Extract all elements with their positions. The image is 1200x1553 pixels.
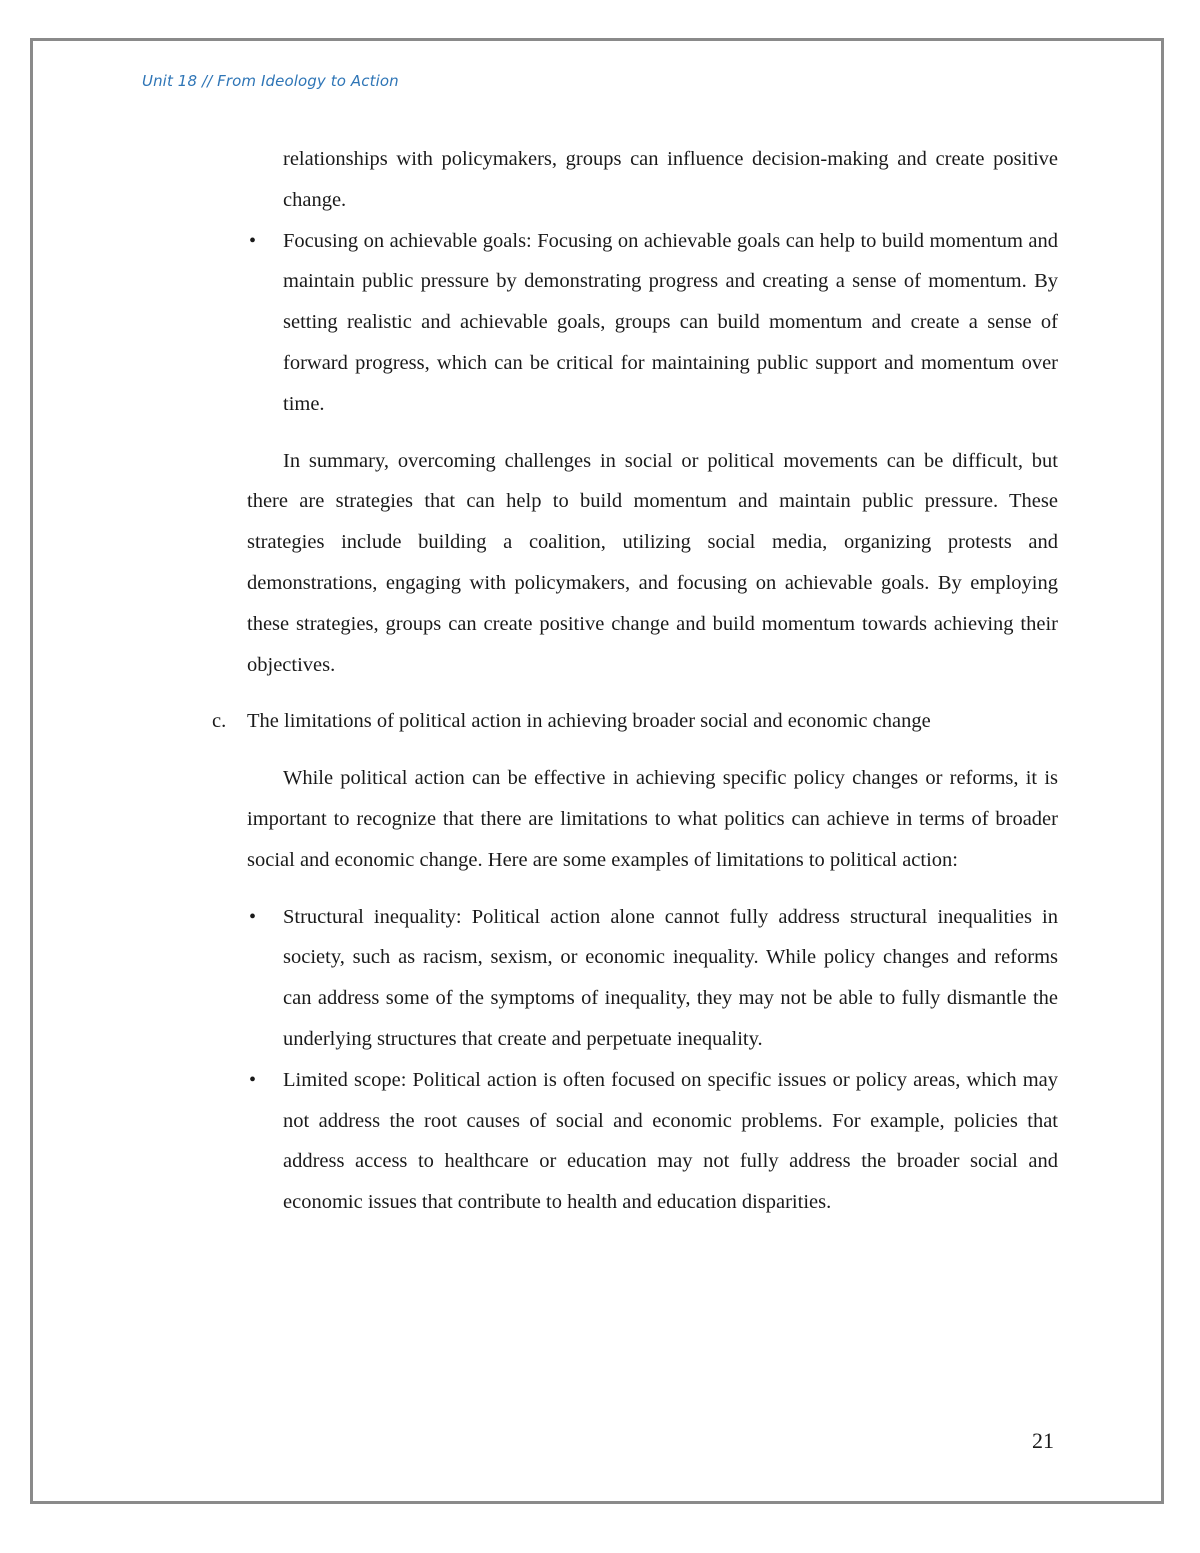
bullet-dot-icon: • xyxy=(249,229,257,252)
bullet-text: Limited scope: Political action is often focused on specific issues or policy areas, which may not address the root causes of social and economic problems. For example, policies that address access to healthcare or education may not fully address the broader social and economic issues that contribute to health and education disparities. xyxy=(283,1068,1058,1214)
intro-paragraph: While political action can be effective in achieving specific policy changes or reforms, it is important to recognize that there are limitations to what politics can achieve in terms of broader social and economic change. Here are some examples of limitations to political action: xyxy=(247,767,1058,871)
bullet-text: Structural inequality: Political action alone cannot fully address structural inequalities in society, such as racism, sexism, or economic inequality. While policy changes and reforms can address some of the symptoms of inequality, they may not be able to fully dismantle the underlying structures that create and perpetuate inequality. xyxy=(283,905,1058,1050)
section-marker: c. xyxy=(212,710,227,733)
continuation-paragraph: relationships with policymakers, groups can influence decision-making and create positive change. xyxy=(283,148,1058,211)
document-body xyxy=(212,139,1058,1223)
bullet-text: Focusing on achievable goals: Focusing on achievable goals can help to build momentum and maintain public pressure by demonstrating progress and creating a sense of momentum. By setting realistic and achievable goals, groups can build momentum and create a sense of forward progress, which can be critical for maintaining public support and momentum over time. xyxy=(283,229,1058,415)
page-number: 21 xyxy=(1032,1428,1054,1453)
section-heading-c xyxy=(212,701,1058,742)
summary-paragraph: In summary, overcoming challenges in social or political movements can be difficult, but there are strategies that can help to build momentum and maintain public pressure. These strategies include building a coalition, utilizing social media, organizing protests and demonstrations, engaging with policymakers, and focusing on achievable goals. By employing these strategies, groups can create positive change and build momentum towards achieving their objectives. xyxy=(247,449,1058,676)
bullet-dot-icon: • xyxy=(249,905,257,928)
section-heading-text: The limitations of political action in achieving broader social and economic change xyxy=(247,710,931,733)
bullet-limited-scope xyxy=(247,1060,1058,1223)
bullet-dot-icon: • xyxy=(249,1068,257,1091)
bullet-achievable-goals xyxy=(247,221,1058,425)
running-header: Unit 18 // From Ideology to Action xyxy=(142,72,399,90)
bullet-structural-inequality xyxy=(247,897,1058,1060)
